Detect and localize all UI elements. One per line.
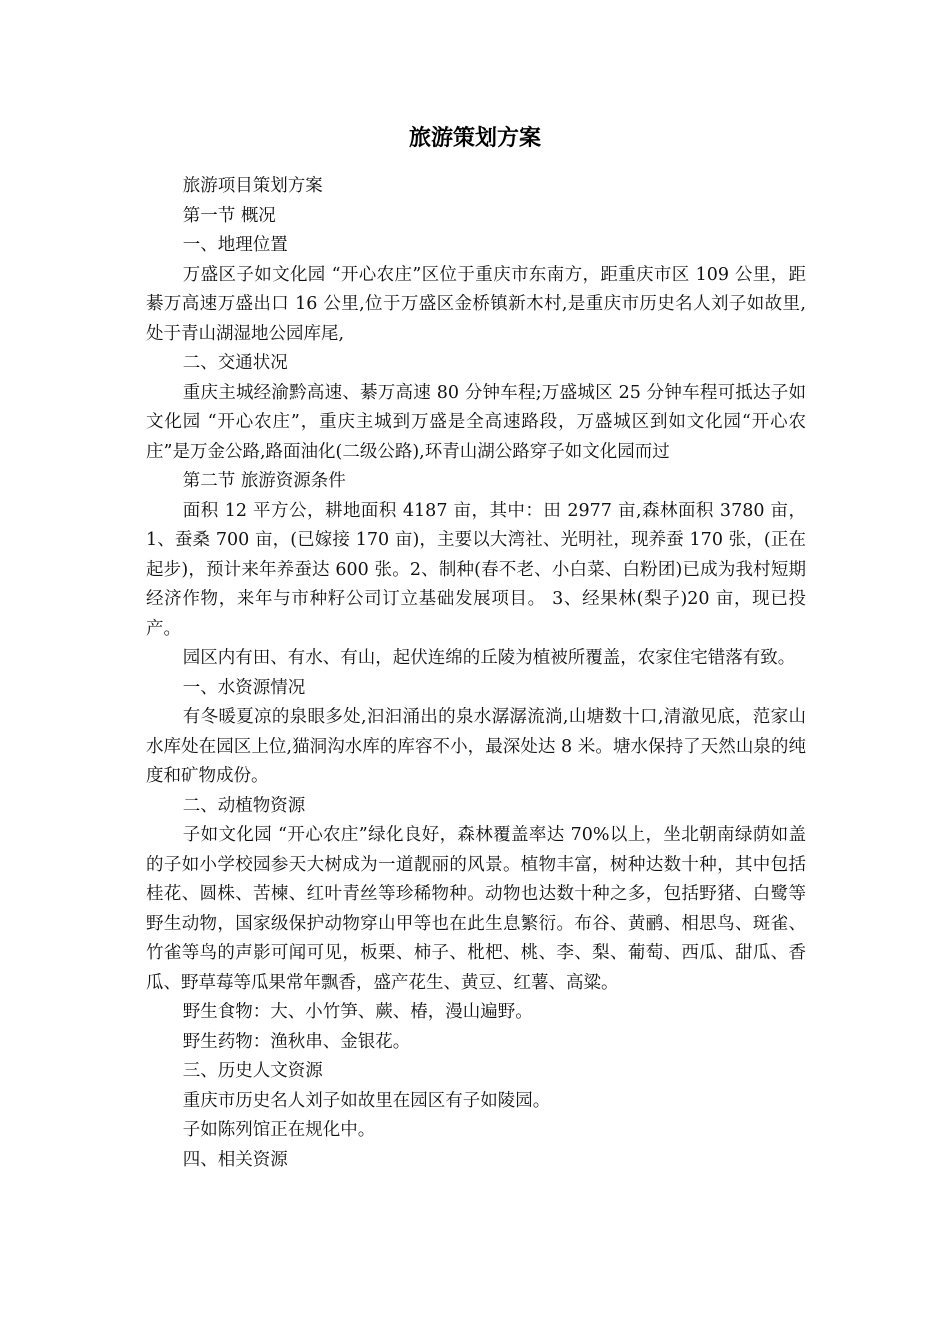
paragraph-wild-food: 野生食物：大、小竹笋、蕨、椿，漫山遍野。	[182, 1002, 533, 1022]
subheading-traffic: 二、交通状况	[182, 353, 288, 373]
paragraph-flora-fauna: 子如文化园 “开心农庄”绿化良好，森林覆盖率达 70%以上，坐北朝南绿荫如盖的子如小学校园参天大树成为一道靓丽的风景。植物丰富，树种达数十种，其中包括桂花、圆株、苦楝、红叶青丝等珍稀物种。动物也达数十种之多，包括野猪、白鹭等野生动物，国家级保护动物穿山甲等也在此生息繁衍。布谷、黄鹂、相思鸟、斑雀、竹雀等鸟的声影可闻可见，板栗、柿子、枇杷、桃、李、梨、葡萄、西瓜、甜瓜、香瓜、野草莓等瓜果常年飘香，盛产花生、黄豆、红薯、高粱。	[146, 825, 806, 993]
subheading-flora-fauna: 二、动植物资源	[182, 795, 306, 816]
subheading-location: 一、地理位置	[182, 235, 288, 255]
section-heading-overview: 第一节 概况	[182, 205, 276, 226]
paragraph-wild-medicine: 野生药物：渔秋串、金银花。	[182, 1031, 411, 1052]
paragraph-plan-subtitle: 旅游项目策划方案	[182, 176, 323, 196]
paragraph-history: 重庆市历史名人刘子如故里在园区有子如陵园。	[182, 1090, 551, 1111]
paragraph-landscape: 园区内有田、有水、有山，起伏连绵的丘陵为植被所覆盖，农家住宅错落有致。	[182, 648, 796, 668]
paragraph-location: 万盛区子如文化园 “开心农庄”区位于重庆市东南方，距重庆市区 109 公里，距綦万高速万盛出口 16 公里,位于万盛区金桥镇新木村,是重庆市历史名人刘子如故里,处于青山湖湿地公园库尾,	[146, 264, 806, 344]
subheading-water: 一、水资源情况	[182, 677, 306, 698]
subheading-history: 三、历史人文资源	[182, 1061, 323, 1081]
paragraph-museum: 子如陈列馆正在规化中。	[182, 1120, 376, 1140]
paragraph-traffic: 重庆主城经渝黔高速、綦万高速 80 分钟车程;万盛城区 25 分钟车程可抵达子如文化园 “开心农庄”，重庆主城到万盛是全高速路段，万盛城区到如文化园“开心农庄”是万金公路,路面油化(二级公路),环青山湖公路穿子如文化园而过	[146, 382, 806, 462]
subheading-related: 四、相关资源	[182, 1149, 288, 1170]
paragraph-area: 面积 12 平方公，耕地面积 4187 亩，其中：田 2977 亩,森林面积 3780 亩，1、蚕桑 700 亩，(已嫁接 170 亩)，主要以大湾社、光明社，现养蚕 170 张，(正在起步)，预计来年养蚕达 600 张。2、制种(春不老、小白菜、白粉团)已成为我村短期经济作物，来年与市种籽公司订立基础发展项目。 3、经果林(梨子)20 亩，现已投产。	[146, 500, 806, 639]
document-body	[146, 172, 806, 1175]
document-title: 旅游策划方案	[408, 126, 541, 151]
paragraph-water: 有冬暖夏凉的泉眼多处,汩汩涌出的泉水潺潺流淌,山塘数十口,清澈见底，范家山水库处在园区上位,猫洞沟水库的库容不小，最深处达 8 米。塘水保持了天然山泉的纯度和矿物成份。	[146, 707, 806, 786]
section-heading-resources: 第二节 旅游资源条件	[182, 471, 346, 491]
